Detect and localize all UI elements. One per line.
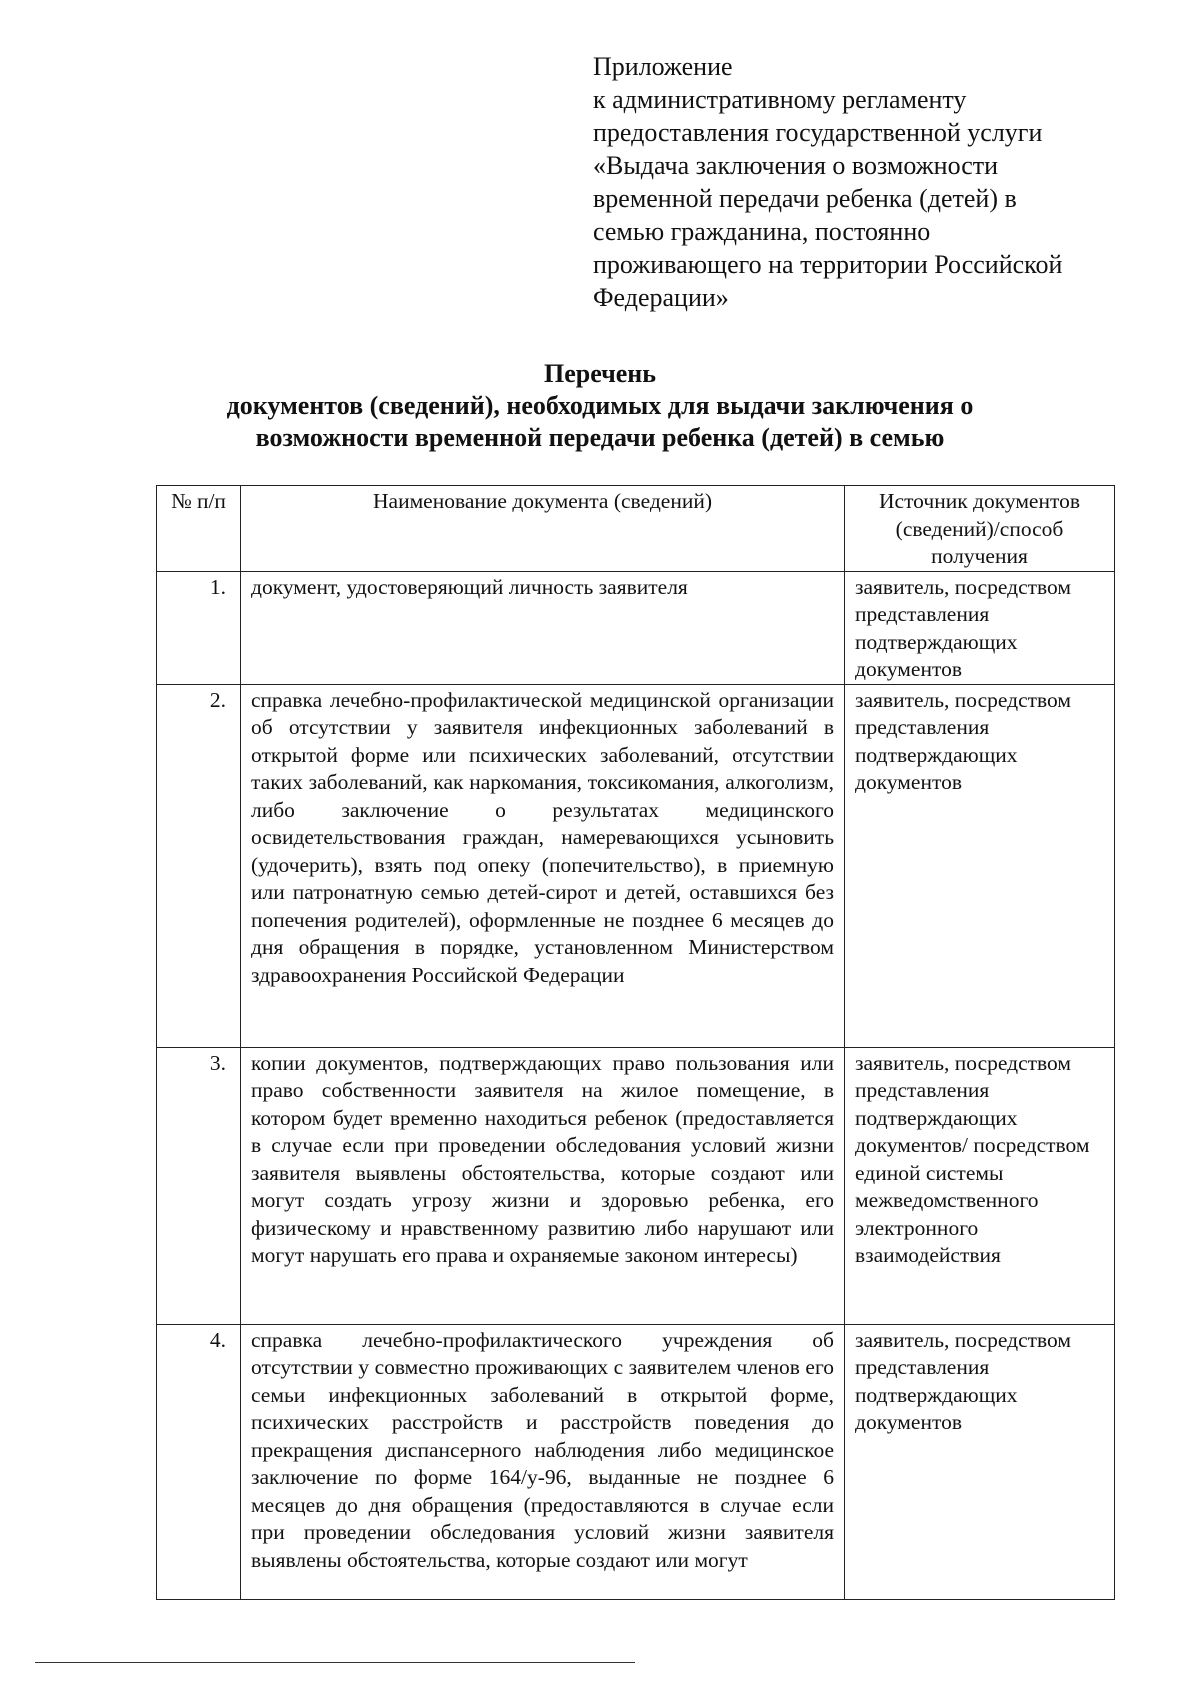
title-line-2: документов (сведений), необходимых для выдачи заключения о bbox=[226, 391, 974, 420]
table-row bbox=[157, 571, 1115, 684]
table-row bbox=[157, 1047, 1115, 1324]
header-source: Источник документов (сведений)/способ получения bbox=[845, 486, 1115, 572]
appendix-line: проживающего на территории Российской bbox=[593, 250, 1063, 279]
row-document-name: справка лечебно-профилактического учреждения об отсутствии у совместно проживающих с заявителем членов его семьи инфекционных заболеваний в открытой форме, психических расстройств и расстройств поведения до прекращения диспансерного наблюдения либо медицинское заключение по форме 164/у-96, выданные не позднее 6 месяцев до дня обращения (предоставляются в случае если при проведении обследования условий жизни заявителя выявлены обстоятельства, которые создают или могут bbox=[241, 1324, 845, 1599]
row-number: 2. bbox=[157, 684, 241, 1047]
title-line-1: Перечень bbox=[543, 359, 657, 388]
row-document-name: документ, удостоверяющий личность заявителя bbox=[241, 571, 845, 684]
appendix-line: временной передачи ребенка (детей) в bbox=[593, 184, 1017, 213]
row-document-name: справка лечебно-профилактической медицинской организации об отсутствии у заявителя инфекционных заболеваний в открытой форме или психических заболеваний, отсутствии таких заболеваний, как наркомания, токсикомания, алкоголизм, либо заключение о результатах медицинского освидетельствования граждан, намеревающихся усыновить (удочерить), взять под опеку (попечительство), в приемную или патронатную семью детей-сирот и детей, оставшихся без попечения родителей), оформленные не позднее 6 месяцев до дня обращения в порядке, установленном Министерством здравоохранения Российской Федерации bbox=[241, 684, 845, 1047]
appendix-line: Федерации» bbox=[593, 283, 729, 312]
row-source: заявитель, посредством представления подтверждающих документов/ посредством единой системы межведомственного электронного взаимодействия bbox=[845, 1047, 1115, 1324]
document-title bbox=[150, 358, 1050, 454]
title-line-3: возможности временной передачи ребенка (детей) в семью bbox=[255, 423, 945, 452]
appendix-line: семью гражданина, постоянно bbox=[593, 217, 931, 246]
row-source: заявитель, посредством представления подтверждающих документов bbox=[845, 1324, 1115, 1599]
appendix-line: к административному регламенту bbox=[593, 85, 967, 114]
appendix-line: Приложение bbox=[593, 52, 733, 81]
documents-table bbox=[156, 485, 1115, 1600]
row-source: заявитель, посредством представления подтверждающих документов bbox=[845, 571, 1115, 684]
table-header-row bbox=[157, 486, 1115, 572]
header-number: № п/п bbox=[157, 486, 241, 572]
table-row bbox=[157, 684, 1115, 1047]
row-number: 1. bbox=[157, 571, 241, 684]
header-document-name: Наименование документа (сведений) bbox=[241, 486, 845, 572]
row-number: 3. bbox=[157, 1047, 241, 1324]
appendix-line: предоставления государственной услуги bbox=[593, 118, 1043, 147]
appendix-header bbox=[593, 50, 1153, 314]
table-row bbox=[157, 1324, 1115, 1599]
row-source: заявитель, посредством представления подтверждающих документов bbox=[845, 684, 1115, 1047]
appendix-line: «Выдача заключения о возможности bbox=[593, 151, 999, 180]
row-number: 4. bbox=[157, 1324, 241, 1599]
row-document-name: копии документов, подтверждающих право пользования или право собственности заявителя на жилое помещение, в котором будет временно находиться ребенок (предоставляется в случае если при проведении обследования условий жизни заявителя выявлены обстоятельства, которые создают или могут создать угрозу жизни и здоровью ребенка, его физическому и нравственному развитию либо нарушают или могут нарушать его права и охраняемые законом интересы) bbox=[241, 1047, 845, 1324]
footer-divider bbox=[35, 1662, 635, 1663]
